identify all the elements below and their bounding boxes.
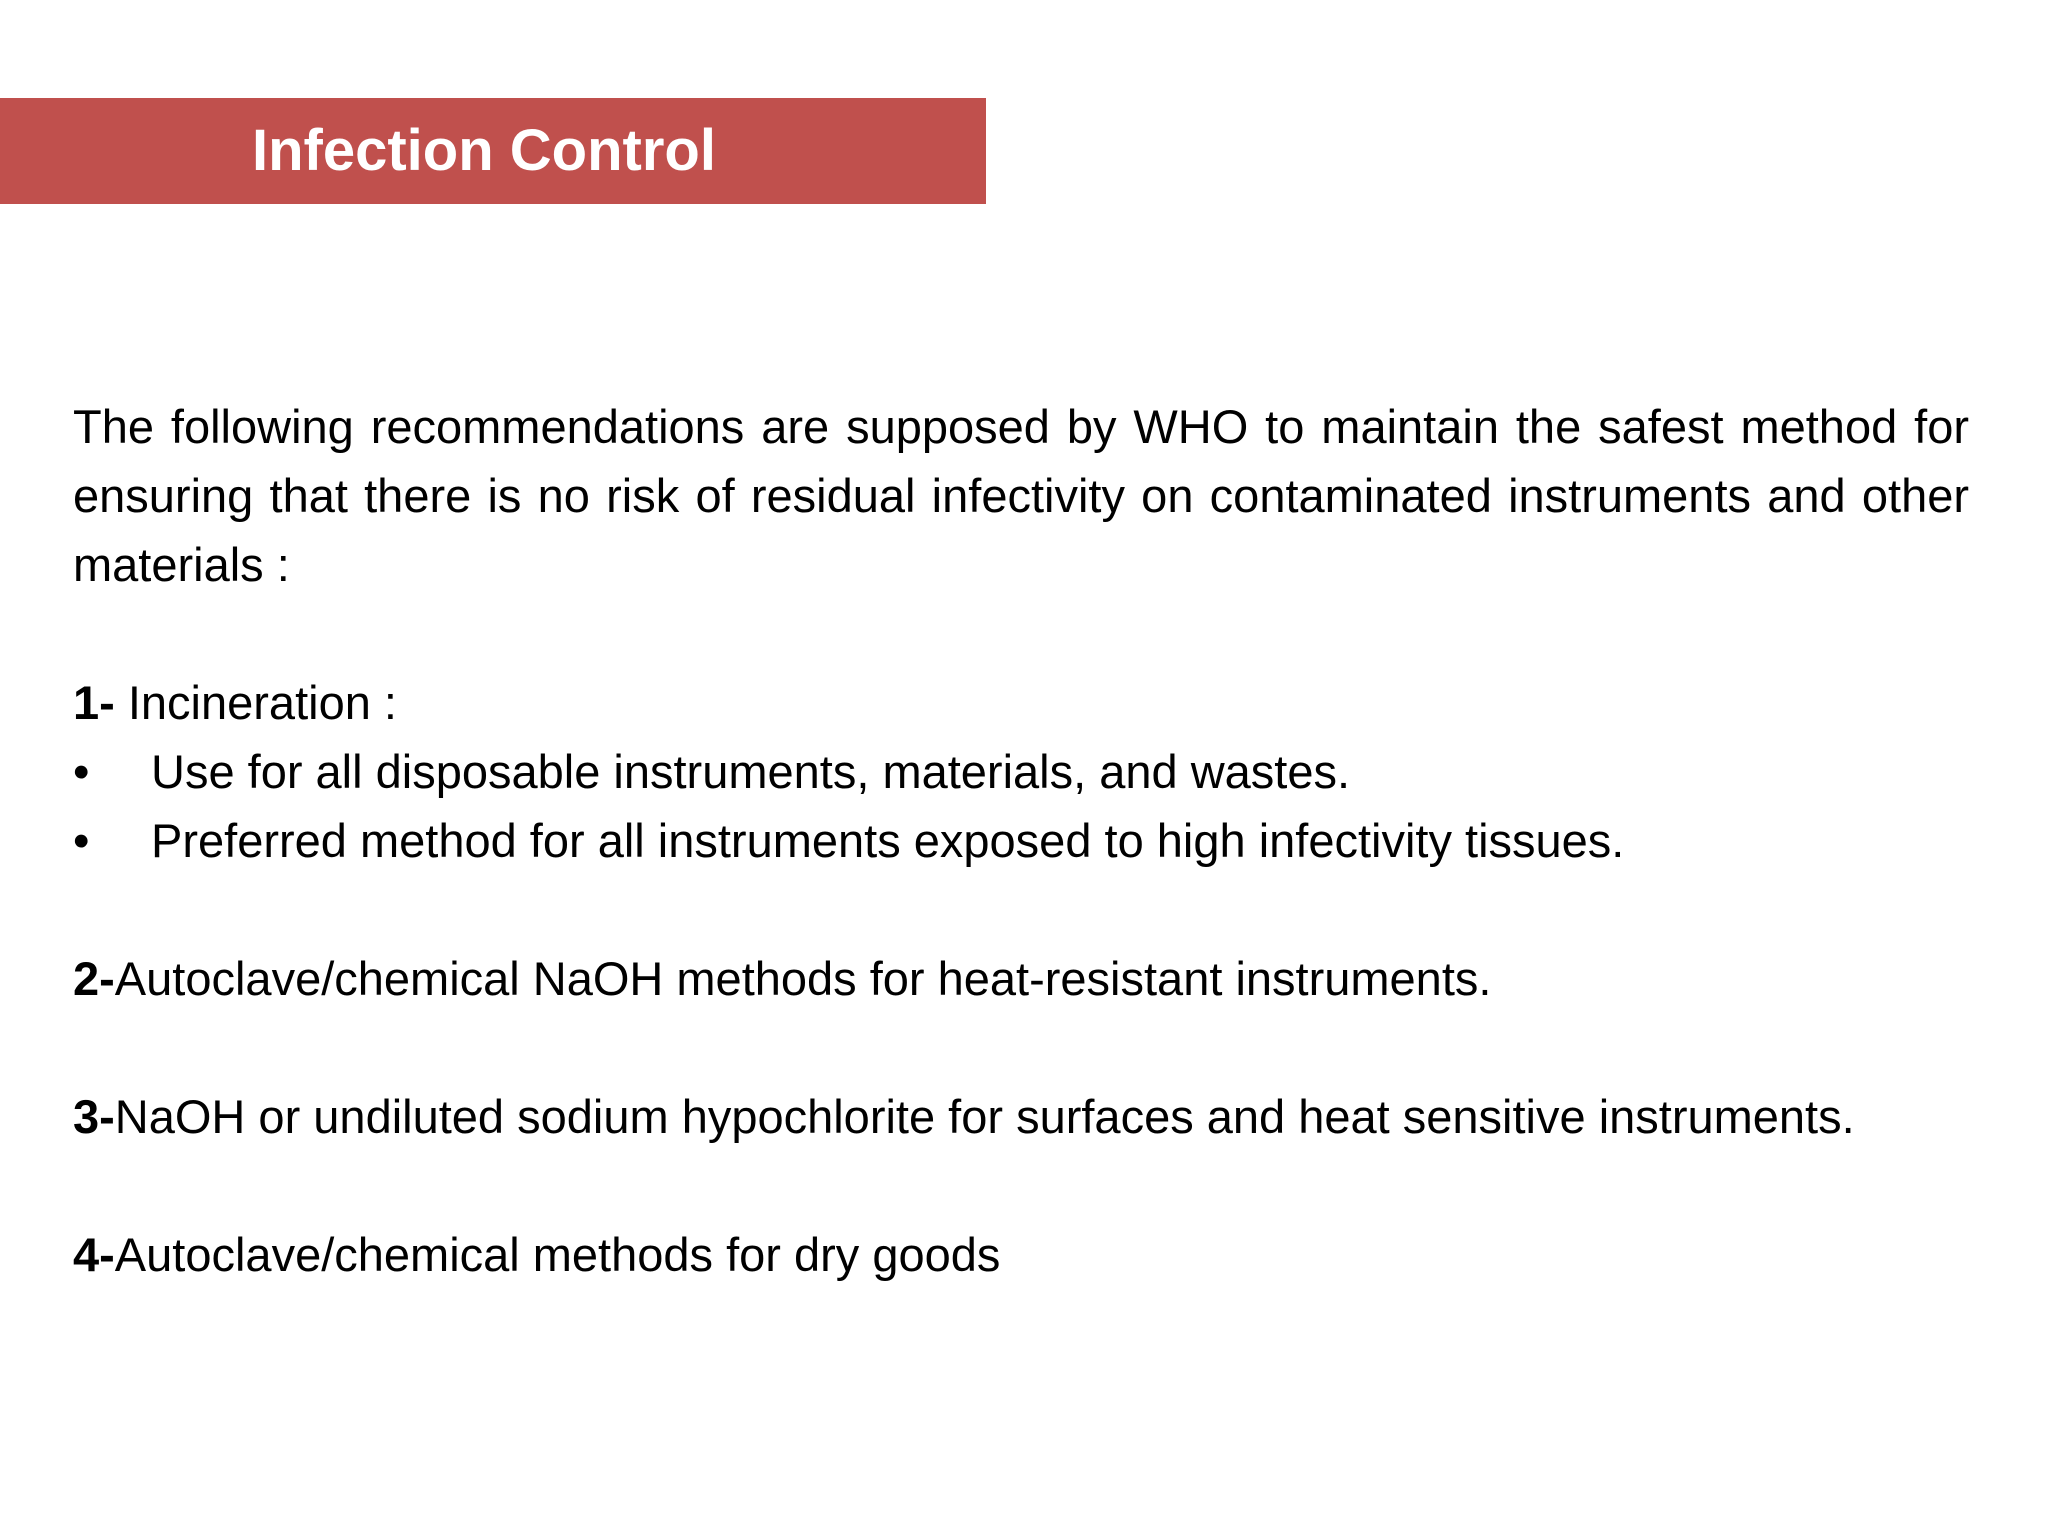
bullet-text: Use for all disposable instruments, materials, and wastes. <box>151 745 1351 798</box>
bullet-item <box>73 737 1969 806</box>
recommendation-text: Autoclave/chemical methods for dry goods <box>114 1228 1001 1281</box>
incineration-bullet-list <box>73 737 1969 875</box>
recommendation-3 <box>73 1082 1969 1151</box>
spacer <box>73 599 1969 668</box>
title-banner <box>0 98 986 204</box>
recommendation-4 <box>73 1220 1969 1289</box>
recommendation-text: Autoclave/chemical NaOH methods for heat-resistant instruments. <box>114 952 1492 1005</box>
slide-body <box>73 392 1969 1289</box>
spacer <box>73 875 1969 944</box>
spacer <box>73 1151 1969 1220</box>
recommendation-number: 4- <box>73 1228 115 1281</box>
recommendation-number: 3- <box>73 1090 115 1143</box>
slide-title: Infection Control <box>252 118 716 183</box>
bullet-text: Preferred method for all instruments exposed to high infectivity tissues. <box>151 814 1625 867</box>
bullet-dot-icon: • <box>73 745 90 798</box>
recommendation-2 <box>73 944 1969 1013</box>
recommendation-number: 2- <box>73 952 115 1005</box>
recommendation-number: 1- <box>73 676 115 729</box>
bullet-item <box>73 806 1969 875</box>
recommendation-text: Incineration : <box>114 676 397 729</box>
bullet-dot-icon: • <box>73 814 90 867</box>
recommendation-1 <box>73 668 1969 737</box>
spacer <box>73 1013 1969 1082</box>
recommendation-text: NaOH or undiluted sodium hypochlorite for surfaces and heat sensitive instruments. <box>114 1090 1855 1143</box>
intro-paragraph: The following recommendations are supposed by WHO to maintain the safest method for ensuring that there is no risk of residual infectivity on contaminated instruments and other materials : <box>73 400 1969 591</box>
